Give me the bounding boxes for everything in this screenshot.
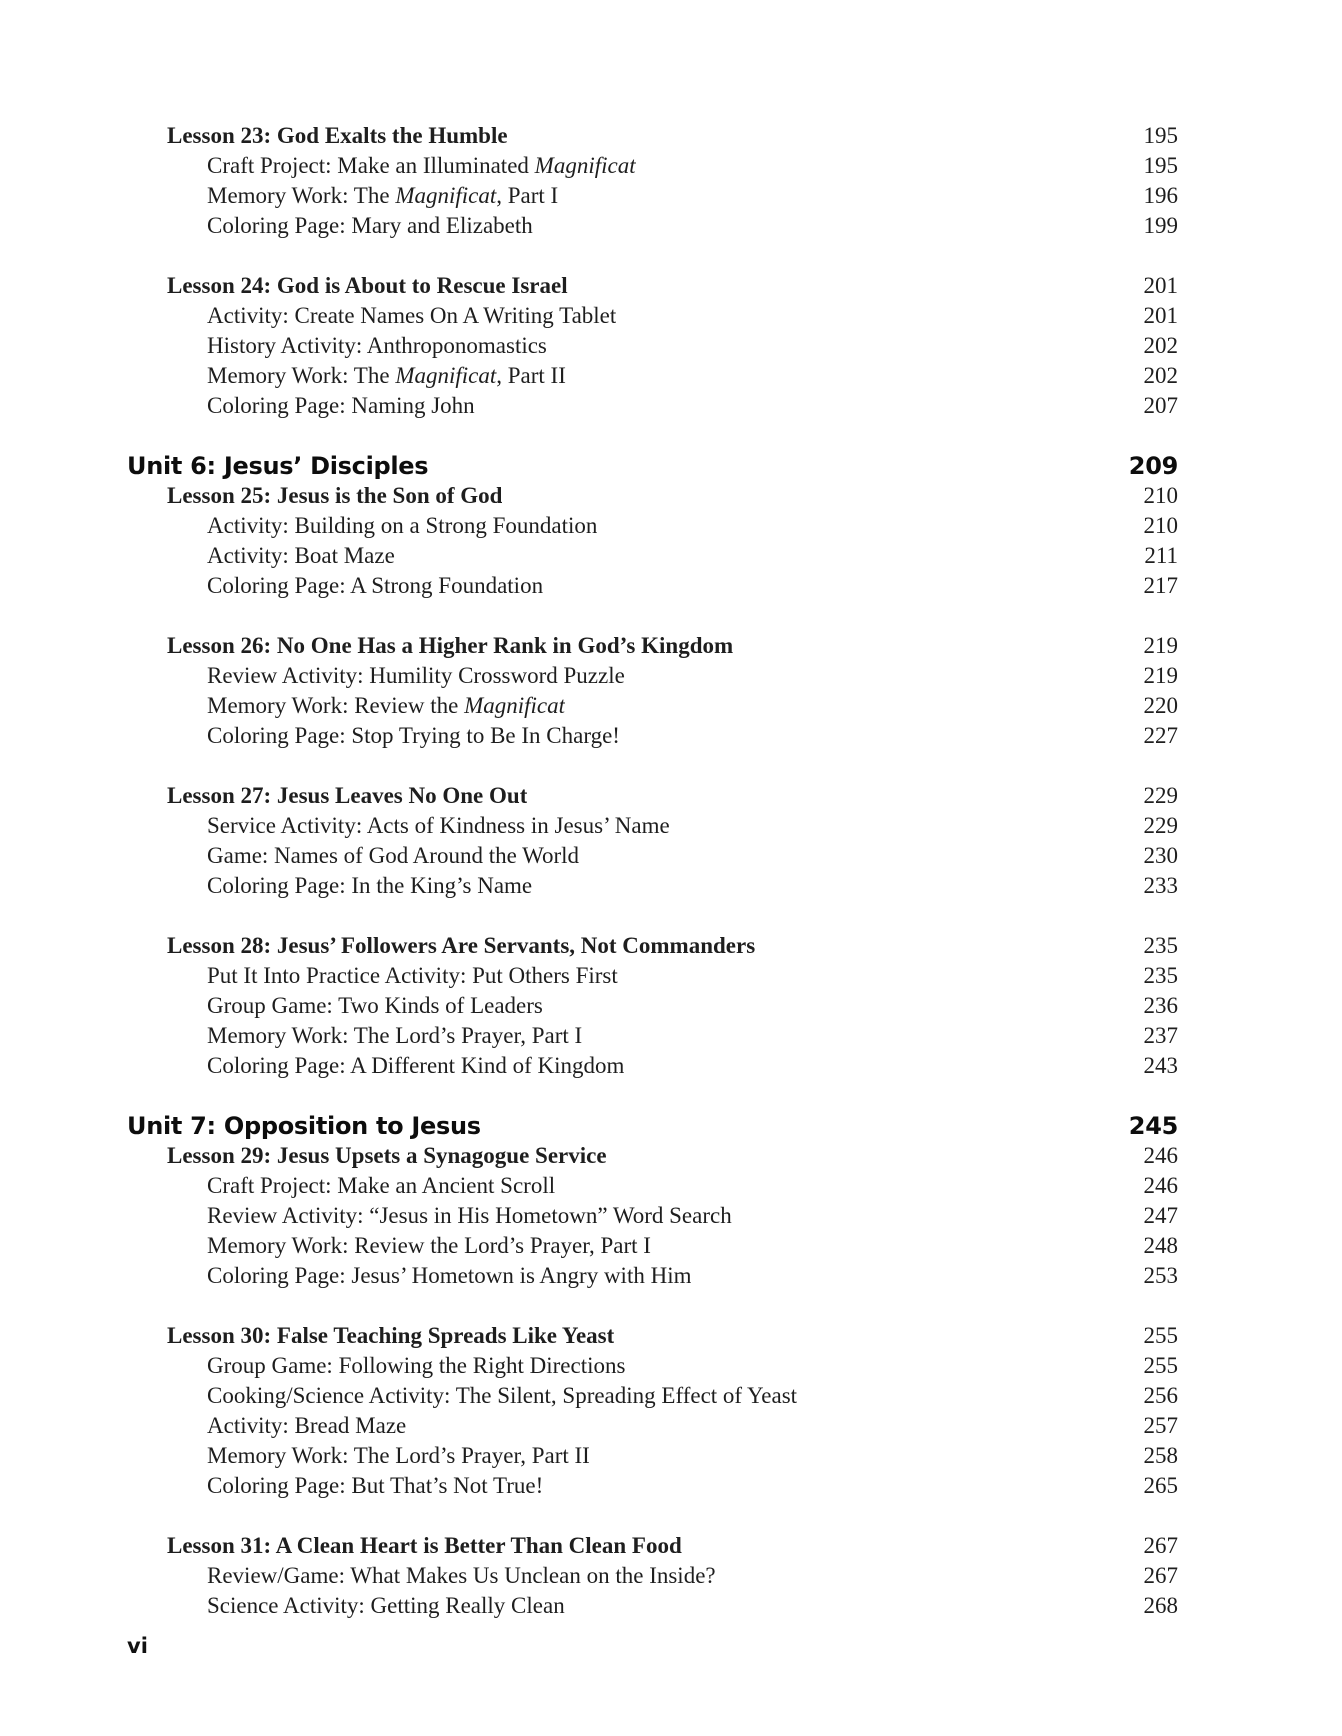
toc-entry-activity	[127, 1351, 1178, 1381]
entry-title-segment: Unit 7: Opposition to Jesus	[127, 1112, 481, 1140]
toc-entry-activity	[127, 571, 1178, 601]
toc-entry-unit	[127, 1111, 1178, 1141]
entry-title	[167, 481, 502, 511]
entry-title-segment: Service Activity: Acts of Kindness in Jesus’ Name	[207, 813, 670, 838]
entry-title-segment: Group Game: Following the Right Directions	[207, 1353, 626, 1378]
toc-entry-lesson	[127, 1141, 1178, 1171]
entry-page-number: 267	[1143, 1563, 1178, 1588]
entry-title-segment: Lesson 24: God is About to Rescue Israel	[167, 273, 568, 298]
entry-page-number: 233	[1143, 873, 1178, 898]
entry-page-number: 246	[1143, 1173, 1178, 1198]
entry-page-number: 196	[1143, 183, 1178, 208]
toc-entry-activity	[127, 361, 1178, 391]
entry-title-segment: Review Activity: Humility Crossword Puzzle	[207, 663, 625, 688]
entry-page-number: 258	[1143, 1443, 1178, 1468]
entry-page-number: 267	[1143, 1533, 1178, 1558]
toc-entry-activity	[127, 301, 1178, 331]
toc-entry-lesson	[127, 1531, 1178, 1561]
entry-page-number: 247	[1143, 1203, 1178, 1228]
entry-title-segment: Lesson 28: Jesus’ Followers Are Servants, Not Commanders	[167, 933, 756, 958]
entry-title	[207, 1591, 565, 1621]
toc-entry-activity	[127, 151, 1178, 181]
entry-page-number: 219	[1143, 633, 1178, 658]
entry-title	[207, 571, 543, 601]
entry-page-number: 210	[1143, 513, 1178, 538]
entry-title-segment: Cooking/Science Activity: The Silent, Spreading Effect of Yeast	[207, 1383, 798, 1408]
entry-title-segment: Activity: Bread Maze	[207, 1413, 407, 1438]
toc-entry-activity	[127, 1561, 1178, 1591]
toc-entry-activity	[127, 1381, 1178, 1411]
entry-page-number: 211	[1144, 543, 1178, 568]
toc-entry-activity	[127, 871, 1178, 901]
entry-title	[207, 211, 533, 241]
entry-title-segment: Memory Work: The	[207, 363, 396, 388]
entry-title-segment: Review Activity: “Jesus in His Hometown” Word Search	[207, 1203, 732, 1228]
entry-title-segment: Memory Work: The Lord’s Prayer, Part II	[207, 1443, 590, 1468]
entry-title	[207, 151, 636, 181]
toc-entry-lesson	[127, 271, 1178, 301]
entry-title-segment: Lesson 23: God Exalts the Humble	[167, 123, 508, 148]
entry-title	[207, 331, 547, 361]
toc-entry-activity	[127, 661, 1178, 691]
entry-title-segment: Memory Work: Review the Lord’s Prayer, Part I	[207, 1233, 651, 1258]
entry-page-number: 201	[1143, 273, 1178, 298]
entry-title-segment: Coloring Page: A Strong Foundation	[207, 573, 544, 598]
entry-title	[207, 721, 620, 751]
entry-title	[207, 1351, 625, 1381]
entry-page-number: 255	[1143, 1323, 1178, 1348]
entry-title-segment: Activity: Building on a Strong Foundation	[207, 513, 598, 538]
entry-page-number: 235	[1143, 933, 1178, 958]
toc-entry-activity	[127, 541, 1178, 571]
entry-title-segment: Coloring Page: But That’s Not True!	[207, 1473, 544, 1498]
entry-title	[167, 271, 568, 301]
entry-title-segment: Memory Work: The	[207, 183, 396, 208]
entry-page-number: 219	[1143, 663, 1178, 688]
toc-entry-activity	[127, 1441, 1178, 1471]
entry-page-number: 220	[1143, 693, 1178, 718]
entry-page-number: 217	[1143, 573, 1178, 598]
entry-title-segment: History Activity: Anthroponomastics	[207, 333, 547, 358]
entry-title-segment: Craft Project: Make an Illuminated	[207, 153, 535, 178]
entry-title-italic-segment: Magnificat	[534, 153, 636, 178]
entry-page-number: 209	[1128, 452, 1178, 480]
toc-entry-activity	[127, 721, 1178, 751]
entry-title-segment: , Part II	[496, 363, 566, 388]
entry-title-segment: Memory Work: The Lord’s Prayer, Part I	[207, 1023, 583, 1048]
toc-entry-activity	[127, 1171, 1178, 1201]
toc-entry-unit	[127, 451, 1178, 481]
entry-title	[127, 451, 428, 481]
entry-title	[207, 661, 625, 691]
toc-entry-activity	[127, 211, 1178, 241]
entry-page-number: 207	[1143, 393, 1178, 418]
entry-title-segment: Activity: Create Names On A Writing Tablet	[207, 303, 617, 328]
entry-title-segment: Lesson 31: A Clean Heart is Better Than Clean Food	[167, 1533, 682, 1558]
entry-title-segment: Put It Into Practice Activity: Put Others First	[207, 963, 618, 988]
entry-title-segment: Memory Work: Review the	[207, 693, 465, 718]
entry-page-number: 237	[1143, 1023, 1178, 1048]
table-of-contents	[127, 121, 1178, 1621]
entry-title	[207, 301, 616, 331]
entry-title-segment: Coloring Page: A Different Kind of Kingdom	[207, 1053, 625, 1078]
entry-page-number: 268	[1143, 1593, 1178, 1618]
toc-entry-lesson	[127, 631, 1178, 661]
entry-page-number: 229	[1143, 813, 1178, 838]
entry-title	[167, 1321, 614, 1351]
entry-page-number: 210	[1143, 483, 1178, 508]
entry-title-segment: Coloring Page: Mary and Elizabeth	[207, 213, 533, 238]
entry-page-number: 246	[1143, 1143, 1178, 1168]
entry-title-segment: Coloring Page: In the King’s Name	[207, 873, 533, 898]
entry-title-italic-segment: Magnificat	[395, 183, 497, 208]
entry-title	[207, 1381, 797, 1411]
toc-entry-activity	[127, 1021, 1178, 1051]
toc-entry-activity	[127, 1591, 1178, 1621]
page-number-footer: vi	[127, 1634, 148, 1658]
entry-page-number: 236	[1143, 993, 1178, 1018]
entry-page-number: 199	[1143, 213, 1178, 238]
entry-title-segment: Lesson 27: Jesus Leaves No One Out	[167, 783, 528, 808]
entry-title	[127, 1111, 481, 1141]
toc-entry-lesson	[127, 481, 1178, 511]
toc-entry-activity	[127, 811, 1178, 841]
entry-title	[207, 1171, 555, 1201]
entry-title	[207, 511, 597, 541]
entry-title-segment: Coloring Page: Naming John	[207, 393, 475, 418]
entry-title-segment: Lesson 26: No One Has a Higher Rank in God’s Kingdom	[167, 633, 734, 658]
toc-entry-activity	[127, 1231, 1178, 1261]
entry-title	[207, 691, 565, 721]
entry-title	[167, 1531, 682, 1561]
entry-title	[207, 1441, 590, 1471]
entry-title-segment: Coloring Page: Stop Trying to Be In Charge!	[207, 723, 620, 748]
entry-title-segment: Game: Names of God Around the World	[207, 843, 580, 868]
toc-entry-lesson	[127, 1321, 1178, 1351]
entry-page-number: 230	[1143, 843, 1178, 868]
toc-entry-activity	[127, 1411, 1178, 1441]
entry-title	[207, 1561, 716, 1591]
entry-title	[167, 781, 527, 811]
entry-title	[207, 1411, 406, 1441]
entry-title-segment: Craft Project: Make an Ancient Scroll	[207, 1173, 556, 1198]
toc-entry-activity	[127, 331, 1178, 361]
toc-entry-lesson	[127, 931, 1178, 961]
entry-title-segment: Coloring Page: Jesus’ Hometown is Angry with Him	[207, 1263, 692, 1288]
toc-entry-activity	[127, 1201, 1178, 1231]
entry-title	[207, 1051, 624, 1081]
entry-title	[207, 541, 395, 571]
toc-entry-activity	[127, 991, 1178, 1021]
toc-entry-activity	[127, 1471, 1178, 1501]
entry-title	[207, 871, 532, 901]
entry-title	[207, 1231, 651, 1261]
toc-entry-lesson	[127, 121, 1178, 151]
entry-page-number: 229	[1143, 783, 1178, 808]
entry-page-number: 257	[1143, 1413, 1178, 1438]
toc-entry-activity	[127, 1051, 1178, 1081]
entry-title	[207, 361, 566, 391]
toc-entry-activity	[127, 961, 1178, 991]
entry-title	[207, 1021, 582, 1051]
toc-entry-lesson	[127, 781, 1178, 811]
toc-entry-activity	[127, 1261, 1178, 1291]
entry-page-number: 255	[1143, 1353, 1178, 1378]
entry-page-number: 227	[1143, 723, 1178, 748]
toc-entry-activity	[127, 841, 1178, 871]
entry-title-segment: Unit 6: Jesus’ Disciples	[127, 452, 429, 480]
entry-title-segment: Lesson 25: Jesus is the Son of God	[167, 483, 503, 508]
entry-title-segment: , Part I	[496, 183, 559, 208]
entry-title	[207, 1471, 543, 1501]
entry-title	[167, 121, 508, 151]
entry-page-number: 245	[1128, 1112, 1178, 1140]
entry-page-number: 248	[1143, 1233, 1178, 1258]
entry-page-number: 195	[1143, 123, 1178, 148]
entry-page-number: 201	[1143, 303, 1178, 328]
entry-title	[207, 841, 579, 871]
toc-entry-activity	[127, 181, 1178, 211]
entry-title	[207, 991, 543, 1021]
entry-title	[207, 811, 670, 841]
entry-title-segment: Lesson 29: Jesus Upsets a Synagogue Service	[167, 1143, 607, 1168]
toc-entry-activity	[127, 511, 1178, 541]
entry-page-number: 235	[1143, 963, 1178, 988]
entry-page-number: 202	[1143, 333, 1178, 358]
entry-title	[207, 181, 558, 211]
entry-title-segment: Science Activity: Getting Really Clean	[207, 1593, 565, 1618]
entry-page-number: 256	[1143, 1383, 1178, 1408]
entry-title	[207, 1261, 691, 1291]
entry-title-segment: Review/Game: What Makes Us Unclean on the Inside?	[207, 1563, 716, 1588]
entry-page-number: 195	[1143, 153, 1178, 178]
entry-page-number: 265	[1143, 1473, 1178, 1498]
entry-page-number: 243	[1143, 1053, 1178, 1078]
entry-title	[167, 1141, 607, 1171]
entry-title-segment: Activity: Boat Maze	[207, 543, 395, 568]
entry-title	[207, 391, 475, 421]
entry-title-segment: Group Game: Two Kinds of Leaders	[207, 993, 543, 1018]
entry-title	[207, 961, 618, 991]
toc-entry-activity	[127, 391, 1178, 421]
entry-title	[167, 631, 733, 661]
entry-title-italic-segment: Magnificat	[464, 693, 566, 718]
entry-title	[167, 931, 755, 961]
entry-title-italic-segment: Magnificat	[395, 363, 497, 388]
entry-page-number: 202	[1143, 363, 1178, 388]
entry-page-number: 253	[1143, 1263, 1178, 1288]
entry-title	[207, 1201, 732, 1231]
toc-entry-activity	[127, 691, 1178, 721]
entry-title-segment: Lesson 30: False Teaching Spreads Like Yeast	[167, 1323, 615, 1348]
